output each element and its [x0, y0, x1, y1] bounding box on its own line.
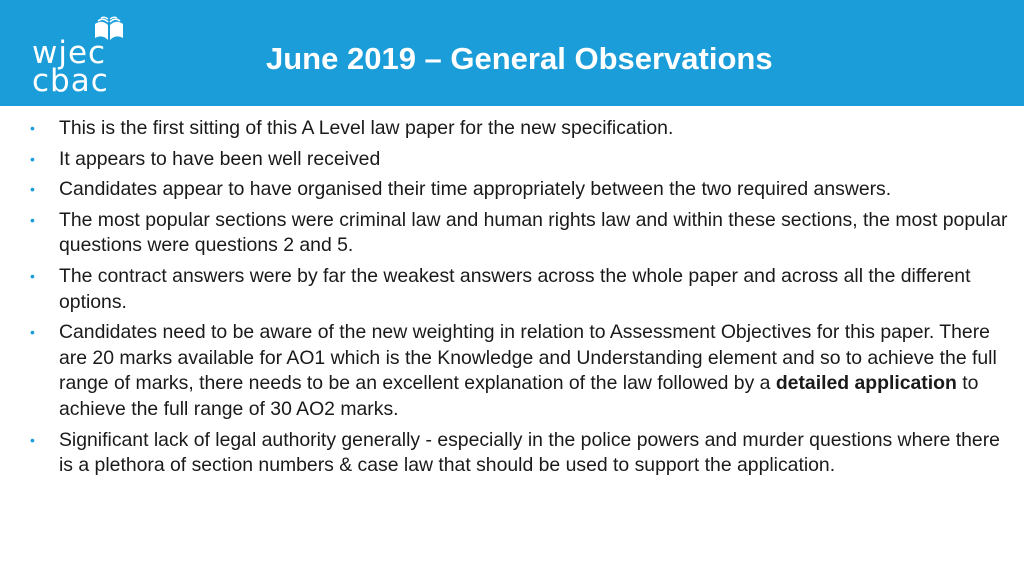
- bullet-text: Candidates appear to have organised their time appropriately between the two required answers.: [59, 178, 892, 201]
- bullet-text: The most popular sections were criminal law and human rights law and within these sections, the most popular questions were questions 2 and 5.: [59, 208, 1008, 257]
- bullet-marker-icon: •: [30, 150, 35, 167]
- logo-text-cbac: cbac: [32, 63, 109, 99]
- bullet-text: to achieve the full range of 30 AO2 marks.: [59, 372, 979, 420]
- bullet-marker-icon: •: [30, 120, 35, 136]
- bullet-text: This is the first sitting of this A Level law paper for the new specification.: [59, 117, 674, 139]
- slide-title: June 2019 – General Observations: [266, 41, 773, 76]
- bullet-item: [30, 177, 1010, 203]
- wjec-cbac-logo: [30, 14, 130, 99]
- logo-text-wjec: wjec: [32, 35, 107, 71]
- header-bar: [0, 0, 1024, 106]
- bullet-item: [30, 428, 1010, 479]
- bullet-item: [30, 320, 1010, 422]
- bullet-text: The contract answers were by far the weakest answers across the whole paper and across all the different options.: [59, 264, 971, 313]
- bullet-marker-icon: •: [30, 181, 35, 198]
- bullet-marker-icon: •: [30, 324, 35, 341]
- bullet-marker-icon: •: [30, 211, 35, 228]
- observations-list: [30, 116, 1010, 484]
- bullet-bold-text: detailed application: [775, 372, 957, 395]
- bullet-item: [30, 147, 1010, 173]
- bullet-marker-icon: •: [30, 431, 35, 448]
- bullet-text: Significant lack of legal authority generally - especially in the police powers and murder questions where there is a plethora of section numbers & case law that should be used to support the application.: [59, 428, 1000, 477]
- bullet-item: [30, 264, 1010, 315]
- bullet-item: [30, 208, 1010, 259]
- bullet-text: It appears to have been well received: [59, 147, 381, 170]
- bullet-item: [30, 116, 1010, 142]
- bullet-marker-icon: •: [30, 267, 35, 284]
- bullet-text: Candidates need to be aware of the new weighting in relation to Assessment Objectives for this paper. There are 20 marks available for AO1 which is the Knowledge and Understanding element and so to achieve the full range of marks, there needs to be an excellent explanation of the law followed by a: [59, 321, 997, 395]
